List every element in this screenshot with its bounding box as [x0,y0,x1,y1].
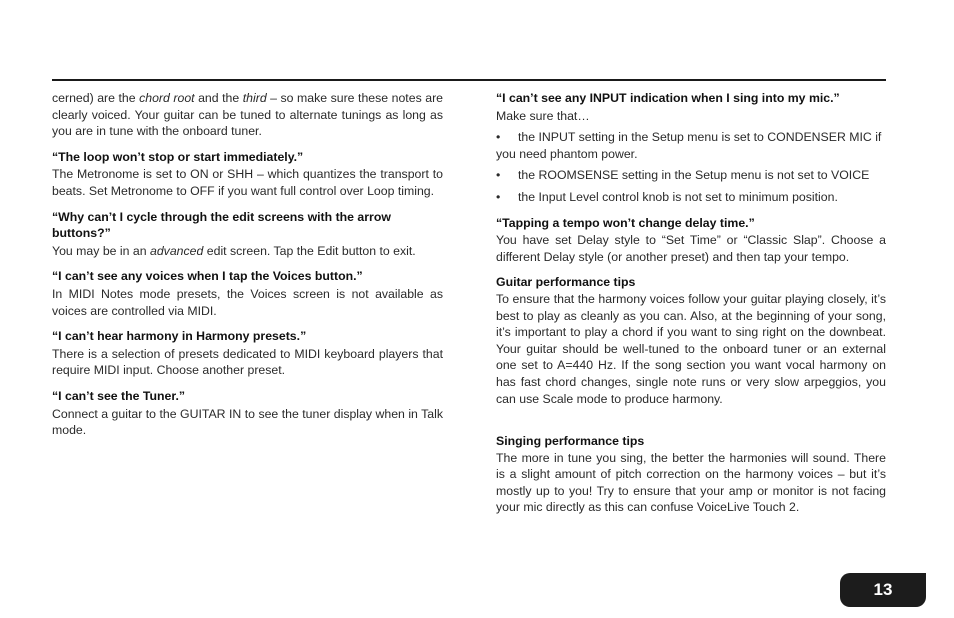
section-heading: Guitar performance tips [496,275,636,290]
bullet-icon: • [496,130,501,145]
section-body: To ensure that the harmony voices follow your guitar playing closely, it’s best to play as cleanly as you can. Also, at the beginning of your song, it’s important to play a chord if you want to sing right on the downbeat. Your guitar should be well-tuned to the onboard tuner or an external one set to A=440 Hz. If the song section you want vocal harmony on has fast chord changes, single note runs or very slow arpeggios, you can use Scale mode to produce harmony. [496,291,886,406]
faq-harmony [52,328,443,379]
faq-answer: You may be in an advanced edit screen. Tap the Edit button to exit. [52,243,416,258]
faq-loop [52,149,443,200]
singing-tips [496,433,886,516]
faq-input [496,90,886,206]
faq-question: “I can’t see any voices when I tap the Voices button.” [52,269,363,284]
faq-answer: You have set Delay style to “Set Time” or “Classic Slap”. Choose a different Delay style (or another preset) and then tap your tempo. [496,233,886,264]
bullet-icon: • [496,189,501,204]
page-number-badge: 13 [840,573,926,607]
faq-question: “The loop won’t stop or start immediately.” [52,149,304,164]
faq-question: “Tapping a tempo won’t change delay time.” [496,215,755,230]
faq-question: “I can’t see the Tuner.” [52,388,186,403]
faq-tuner [52,388,443,439]
bullet-item: • the Input Level control knob is not set to minimum position. [496,189,838,204]
faq-question: “Why can’t I cycle through the edit screens with the arrow buttons?” [52,209,391,241]
guitar-tips [496,274,886,407]
faq-cycle [52,209,443,260]
faq-answer: In MIDI Notes mode presets, the Voices screen is not available as voices are controlled via MIDI. [52,286,443,318]
section-body: The more in tune you sing, the better the harmonies will sound. There is a slight amount of pitch correction on the harmony voices – but it’s mostly up to you! Try to ensure that your amp or monitor is not facing your mic directly as this can confuse VoiceLive Touch 2. [496,450,886,515]
faq-question: “I can’t see any INPUT indication when I sing into my mic.” [496,91,840,105]
bullet-item: • the ROOMSENSE setting in the Setup menu is not set to VOICE [496,168,870,183]
header-rule [52,79,886,81]
intro-paragraph: cerned) are the chord root and the third – so make sure these notes are clearly voiced. Your guitar can be tuned to alternate tunings as long as you are in tune with the onboard tuner. [52,91,443,139]
faq-question: “I can’t hear harmony in Harmony presets.” [52,329,307,344]
faq-answer: There is a selection of presets dedicated to MIDI keyboard players that require MIDI input. Choose another preset. [52,346,443,378]
bullet-item: • the INPUT setting in the Setup menu is set to CONDENSER MIC if you need phantom power. [496,130,882,161]
section-heading: Singing performance tips [496,434,645,449]
faq-answer: Connect a guitar to the GUITAR IN to see the tuner display when in Talk mode. [52,406,443,438]
faq-answer: Make sure that… [496,108,590,123]
faq-voices [52,268,443,319]
faq-answer: The Metronome is set to ON or SHH – which quantizes the transport to beats. Set Metronome to OFF if you want full control over Loop timing. [52,167,443,198]
left-column [52,90,443,448]
bullet-icon: • [496,168,501,183]
faq-tempo [496,215,886,266]
right-column [496,90,886,525]
